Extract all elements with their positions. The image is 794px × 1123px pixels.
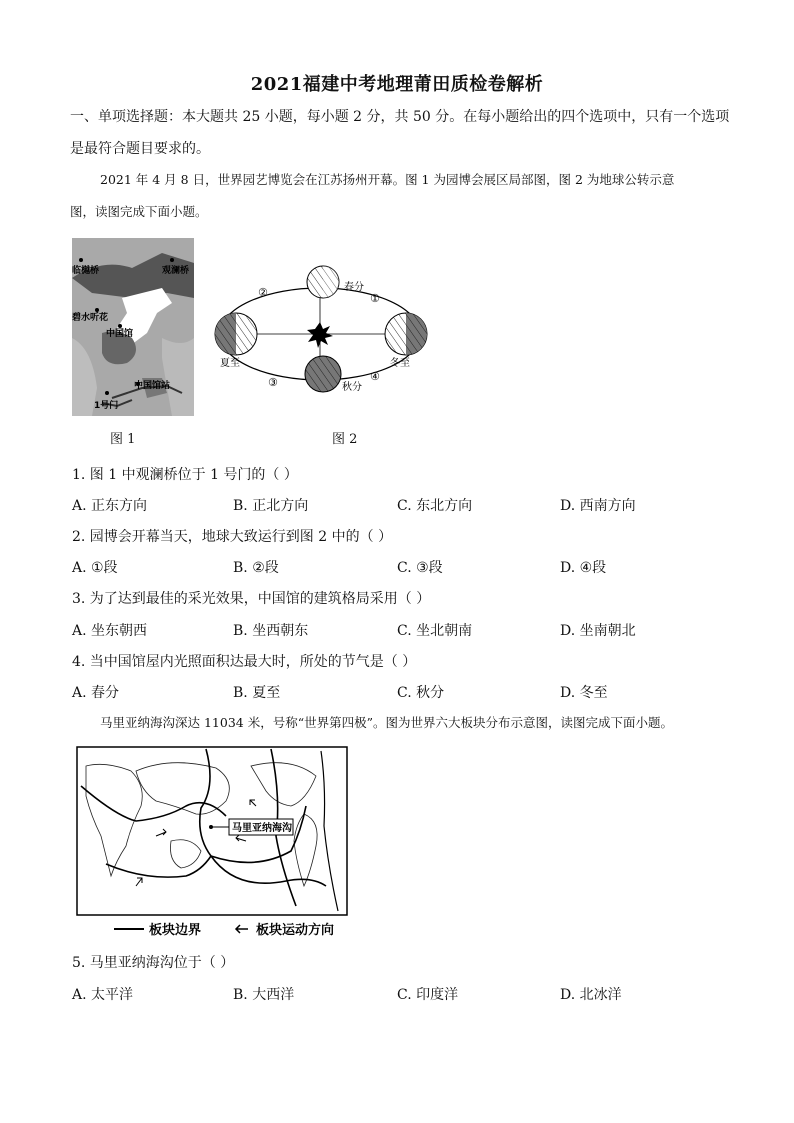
- question-3-option-d[interactable]: D. 坐南朝北: [560, 623, 636, 639]
- legend-arrow-icon: [236, 925, 248, 933]
- label-winter-solstice: 冬至: [390, 358, 410, 369]
- figure-1-caption: 图 1: [110, 432, 136, 447]
- question-5-option-c[interactable]: C. 印度洋: [397, 987, 459, 1003]
- intro-1-line1: 2021 年 4 月 8 日，世界园艺博览会在江苏扬州开幕。图 1 为园博会展区局部图，图 2 为地球公转示意: [100, 172, 675, 187]
- figure-1-park-map: [72, 238, 194, 416]
- page-title: 2021福建中考地理莆田质检卷解析: [250, 74, 544, 95]
- label-segment-4: ④: [370, 370, 380, 383]
- figure-2-caption: 图 2: [332, 432, 358, 447]
- intro-2: 马里亚纳海沟深达 11034 米，号称“世界第四极”。图为世界六大板块分布示意图，读图完成下面小题。: [100, 715, 673, 730]
- question-5-option-b[interactable]: B. 大西洋: [233, 987, 295, 1003]
- legend-plate-boundary: 板块边界: [149, 923, 202, 938]
- question-3-option-a[interactable]: A. 坐东朝西: [72, 623, 148, 639]
- intro-1-line2: 图，读图完成下面小题。: [70, 204, 208, 219]
- label-segment-1: ①: [370, 292, 380, 305]
- question-4-option-b[interactable]: B. 夏至: [233, 685, 281, 701]
- question-4-option-a[interactable]: A. 春分: [72, 685, 120, 701]
- question-5-stem: 5. 马里亚纳海沟位于（ ）: [72, 955, 235, 971]
- question-5-option-d[interactable]: D. 北冰洋: [560, 987, 622, 1003]
- question-1-stem: 1. 图 1 中观澜桥位于 1 号门的（ ）: [72, 467, 298, 483]
- question-1-option-b[interactable]: B. 正北方向: [233, 498, 309, 514]
- label-bishui-tinghua: 碧水听花: [72, 313, 109, 323]
- label-china-pavilion: 中国馆: [106, 329, 134, 339]
- question-1-option-a[interactable]: A. 正东方向: [72, 498, 148, 514]
- figure-2-earth-orbit: [208, 262, 433, 396]
- figure-3-plate-map: [76, 746, 348, 942]
- question-3-option-b[interactable]: B. 坐西朝东: [233, 623, 309, 639]
- question-2-option-a[interactable]: A. ①段: [72, 560, 118, 576]
- question-1-option-d[interactable]: D. 西南方向: [560, 498, 636, 514]
- section-heading-line2: 是最符合题目要求的。: [70, 141, 210, 157]
- question-1-option-c[interactable]: C. 东北方向: [397, 498, 473, 514]
- label-mariana-trench: 马里亚纳海沟: [232, 823, 292, 834]
- label-autumn-equinox: 秋分: [342, 382, 362, 393]
- question-2-stem: 2. 园博会开幕当天，地球大致运行到图 2 中的（ ）: [72, 529, 393, 545]
- question-2-option-c[interactable]: C. ③段: [397, 560, 443, 576]
- section-heading-line1: 一、单项选择题：本大题共 25 小题，每小题 2 分，共 50 分。在每小题给出的四个选项中，只有一个选项: [70, 109, 730, 125]
- question-3-stem: 3. 为了达到最佳的采光效果，中国馆的建筑格局采用（ ）: [72, 591, 431, 607]
- label-segment-3: ③: [268, 376, 278, 389]
- label-lin-yue-bridge: 临樾桥: [72, 266, 100, 276]
- question-5-option-a[interactable]: A. 太平洋: [72, 987, 134, 1003]
- label-gate-1: 1号门: [94, 401, 119, 411]
- question-4-option-d[interactable]: D. 冬至: [560, 685, 608, 701]
- question-4-stem: 4. 当中国馆屋内光照面积达最大时，所处的节气是（ ）: [72, 654, 417, 670]
- label-spring-equinox: 春分: [344, 282, 364, 293]
- label-segment-2: ②: [258, 286, 268, 299]
- label-summer-solstice: 夏至: [220, 358, 240, 369]
- question-4-option-c[interactable]: C. 秋分: [397, 685, 445, 701]
- question-3-option-c[interactable]: C. 坐北朝南: [397, 623, 473, 639]
- question-2-option-b[interactable]: B. ②段: [233, 560, 279, 576]
- legend-plate-motion: 板块运动方向: [256, 923, 335, 938]
- label-guanlan-bridge: 观澜桥: [162, 266, 190, 276]
- question-2-option-d[interactable]: D. ④段: [560, 560, 607, 576]
- label-pavilion-station: 中国馆站: [134, 381, 171, 391]
